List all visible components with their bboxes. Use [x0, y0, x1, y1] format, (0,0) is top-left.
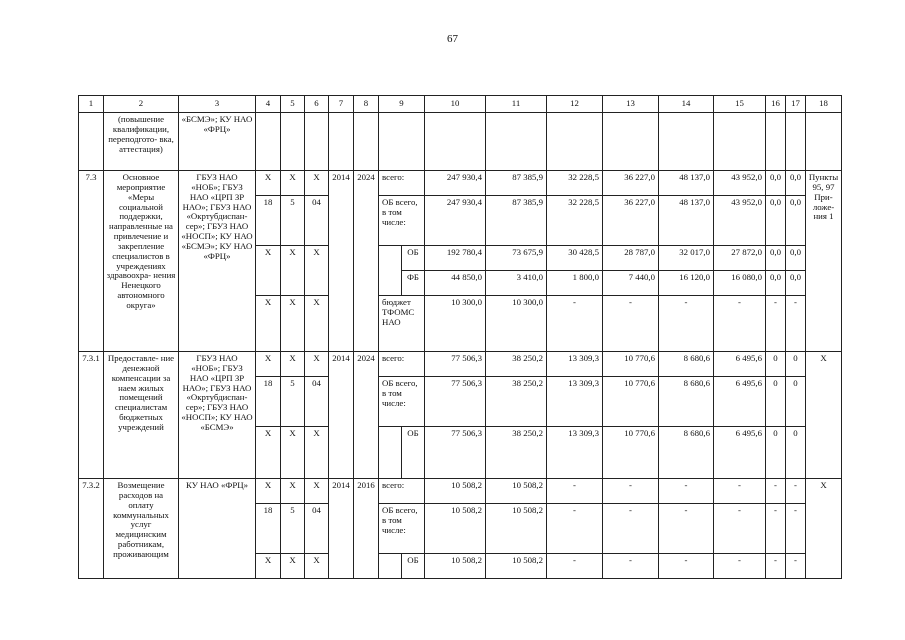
activity-name: Основное мероприятие «Меры социальной поддержки, направленные на привлечение и закрепление специалистов в учреждениях здравоохра- нения Ненецкого автономного округа»	[104, 171, 179, 352]
executors: «БСМЭ»; КУ НАО «ФРЦ»	[179, 113, 256, 171]
value-cell: 0,0	[766, 246, 786, 271]
code-cell: 04	[305, 504, 329, 554]
code-cell: X	[256, 296, 281, 352]
code-cell: 5	[281, 377, 305, 427]
code-cell: X	[281, 479, 305, 504]
code-cell: X	[281, 352, 305, 377]
value-cell: 43 952,0	[714, 171, 766, 196]
value-cell: -	[603, 504, 659, 554]
start-year: 2014	[329, 479, 354, 579]
value-cell: 10 300,0	[486, 296, 547, 352]
header-cell: 15	[714, 96, 766, 113]
value-cell: -	[547, 479, 603, 504]
code-cell: X	[281, 296, 305, 352]
value-cell: -	[786, 296, 806, 352]
code-cell: X	[305, 171, 329, 196]
value-cell: 48 137,0	[659, 196, 714, 246]
header-cell: 14	[659, 96, 714, 113]
code-cell: X	[256, 479, 281, 504]
value-cell: 87 385,9	[486, 171, 547, 196]
value-cell: 87 385,9	[486, 196, 547, 246]
value-cell: 0,0	[766, 171, 786, 196]
header-cell: 6	[305, 96, 329, 113]
source-label: бюджет ТФОМС НАО	[379, 296, 425, 352]
activity-name: Возмещение расходов на оплату коммунальных услуг медицинским работникам, проживающим	[104, 479, 179, 579]
value-cell: 7 440,0	[603, 271, 659, 296]
value-cell: 10 508,2	[425, 554, 486, 579]
header-cell: 1	[79, 96, 104, 113]
code-cell: 18	[256, 196, 281, 246]
value-cell: 28 787,0	[603, 246, 659, 271]
header-cell: 11	[486, 96, 547, 113]
value-cell: 0,0	[786, 271, 806, 296]
value-cell: 13 309,3	[547, 352, 603, 377]
value-cell: 0	[766, 427, 786, 479]
value-cell: 247 930,4	[425, 171, 486, 196]
value-cell: 30 428,5	[547, 246, 603, 271]
source-label: ОБ всего, в том числе:	[379, 196, 425, 246]
value-cell: 10 300,0	[425, 296, 486, 352]
source-label: всего:	[379, 352, 425, 377]
value-cell: 38 250,2	[486, 427, 547, 479]
header-cell: 3	[179, 96, 256, 113]
value-cell: 247 930,4	[425, 196, 486, 246]
header-cell: 16	[766, 96, 786, 113]
end-year: 2024	[354, 171, 379, 352]
code-cell: X	[256, 352, 281, 377]
code-cell: X	[281, 427, 305, 479]
code-cell: 18	[256, 504, 281, 554]
source-label: ОБ всего, в том числе:	[379, 504, 425, 554]
header-cell: 10	[425, 96, 486, 113]
value-cell: 10 508,2	[486, 554, 547, 579]
value-cell: 13 309,3	[547, 427, 603, 479]
value-cell: 38 250,2	[486, 377, 547, 427]
note-cell: X	[806, 352, 842, 479]
header-cell: 2	[104, 96, 179, 113]
code-cell: X	[305, 352, 329, 377]
source-label: ОБ всего, в том числе:	[379, 377, 425, 427]
code-cell: X	[305, 296, 329, 352]
value-cell: 48 137,0	[659, 171, 714, 196]
value-cell: -	[547, 504, 603, 554]
value-cell: 44 850,0	[425, 271, 486, 296]
note-cell: X	[806, 479, 842, 579]
value-cell: -	[786, 554, 806, 579]
code-cell: X	[256, 246, 281, 296]
source-sub-label: ОБ	[402, 427, 425, 479]
source-label: всего:	[379, 479, 425, 504]
activity-name: Предоставле- ние денежной компенсации за наем жилых помещений специалистам бюджетных учреждений	[104, 352, 179, 479]
end-year: 2024	[354, 352, 379, 479]
value-cell: 32 228,5	[547, 171, 603, 196]
value-cell: 10 508,2	[486, 504, 547, 554]
value-cell: 0,0	[786, 171, 806, 196]
start-year: 2014	[329, 171, 354, 352]
value-cell: 77 506,3	[425, 427, 486, 479]
code-cell: X	[305, 479, 329, 504]
code-cell: X	[281, 246, 305, 296]
code-cell: X	[256, 554, 281, 579]
value-cell: -	[786, 504, 806, 554]
value-cell: 0	[766, 352, 786, 377]
value-cell: -	[714, 296, 766, 352]
value-cell: 0	[766, 377, 786, 427]
header-row	[79, 96, 842, 113]
page-number: 67	[447, 33, 458, 45]
value-cell: 0,0	[766, 196, 786, 246]
value-cell: 77 506,3	[425, 352, 486, 377]
value-cell: 0,0	[766, 271, 786, 296]
value-cell: 38 250,2	[486, 352, 547, 377]
row-index: 7.3.1	[79, 352, 104, 479]
code-cell: 18	[256, 377, 281, 427]
code-cell: 5	[281, 504, 305, 554]
value-cell: 0,0	[786, 196, 806, 246]
code-cell: X	[305, 427, 329, 479]
header-cell: 4	[256, 96, 281, 113]
code-cell: 5	[281, 196, 305, 246]
header-cell: 13	[603, 96, 659, 113]
value-cell: 36 227,0	[603, 196, 659, 246]
value-cell: 0,0	[786, 246, 806, 271]
source-sub-label: ОБ	[402, 246, 425, 271]
code-cell: X	[256, 171, 281, 196]
value-cell: -	[714, 504, 766, 554]
value-cell: 6 495,6	[714, 427, 766, 479]
table-row	[79, 171, 842, 196]
continuation-row	[79, 113, 842, 171]
value-cell: 27 872,0	[714, 246, 766, 271]
header-cell: 17	[786, 96, 806, 113]
value-cell: 10 770,6	[603, 352, 659, 377]
note-cell: Пункты 95, 97 При- ложе- ния 1	[806, 171, 842, 352]
value-cell: -	[659, 504, 714, 554]
value-cell: 0	[786, 427, 806, 479]
value-cell: 10 508,2	[425, 479, 486, 504]
executors: ГБУЗ НАО «НОБ»; ГБУЗ НАО «ЦРП ЗР НАО»; ГБУЗ НАО «Окртубдиспан- сер»; ГБУЗ НАО «НОСП»; КУ НАО «БСМЭ»	[179, 352, 256, 479]
executors: ГБУЗ НАО «НОБ»; ГБУЗ НАО «ЦРП ЗР НАО»; ГБУЗ НАО «Окртубдиспан- сер»; ГБУЗ НАО «НОСП»; КУ НАО «БСМЭ»; КУ НАО «ФРЦ»	[179, 171, 256, 352]
row-index: 7.3	[79, 171, 104, 352]
header-cell: 18	[806, 96, 842, 113]
value-cell: 10 770,6	[603, 427, 659, 479]
value-cell: 8 680,6	[659, 427, 714, 479]
end-year: 2016	[354, 479, 379, 579]
value-cell: 8 680,6	[659, 377, 714, 427]
start-year: 2014	[329, 352, 354, 479]
value-cell: 6 495,6	[714, 377, 766, 427]
table-row	[79, 352, 842, 377]
value-cell: -	[714, 554, 766, 579]
value-cell: -	[603, 554, 659, 579]
value-cell: 0	[786, 377, 806, 427]
value-cell: -	[786, 479, 806, 504]
header-cell: 7	[329, 96, 354, 113]
source-sub-label: ОБ	[402, 554, 425, 579]
value-cell: 1 800,0	[547, 271, 603, 296]
header-cell: 5	[281, 96, 305, 113]
program-table	[78, 95, 842, 579]
code-cell: 04	[305, 196, 329, 246]
value-cell: 6 495,6	[714, 352, 766, 377]
code-cell: X	[281, 171, 305, 196]
value-cell: -	[603, 296, 659, 352]
value-cell: 13 309,3	[547, 377, 603, 427]
code-cell: 04	[305, 377, 329, 427]
value-cell: 32 017,0	[659, 246, 714, 271]
row-index: 7.3.2	[79, 479, 104, 579]
code-cell: X	[305, 554, 329, 579]
value-cell: 36 227,0	[603, 171, 659, 196]
code-cell: X	[305, 246, 329, 296]
value-cell: 10 770,6	[603, 377, 659, 427]
value-cell: -	[659, 554, 714, 579]
value-cell: -	[766, 504, 786, 554]
value-cell: -	[659, 479, 714, 504]
value-cell: -	[547, 296, 603, 352]
header-cell: 9	[379, 96, 425, 113]
value-cell: 192 780,4	[425, 246, 486, 271]
value-cell: 43 952,0	[714, 196, 766, 246]
value-cell: 16 080,0	[714, 271, 766, 296]
value-cell: 10 508,2	[486, 479, 547, 504]
value-cell: -	[659, 296, 714, 352]
activity-name: (повышение квалификации, переподгото- вка, аттестация)	[104, 113, 179, 171]
value-cell: -	[766, 296, 786, 352]
code-cell: X	[281, 554, 305, 579]
value-cell: 73 675,9	[486, 246, 547, 271]
value-cell: 0	[786, 352, 806, 377]
header-cell: 12	[547, 96, 603, 113]
value-cell: 32 228,5	[547, 196, 603, 246]
value-cell: -	[714, 479, 766, 504]
value-cell: 77 506,3	[425, 377, 486, 427]
value-cell: 8 680,6	[659, 352, 714, 377]
value-cell: -	[766, 479, 786, 504]
value-cell: 16 120,0	[659, 271, 714, 296]
value-cell: -	[603, 479, 659, 504]
code-cell: X	[256, 427, 281, 479]
table-row	[79, 479, 842, 504]
source-label: всего:	[379, 171, 425, 196]
executors: КУ НАО «ФРЦ»	[179, 479, 256, 579]
header-cell: 8	[354, 96, 379, 113]
value-cell: 10 508,2	[425, 504, 486, 554]
value-cell: -	[547, 554, 603, 579]
value-cell: 3 410,0	[486, 271, 547, 296]
value-cell: -	[766, 554, 786, 579]
source-sub-label: ФБ	[402, 271, 425, 296]
